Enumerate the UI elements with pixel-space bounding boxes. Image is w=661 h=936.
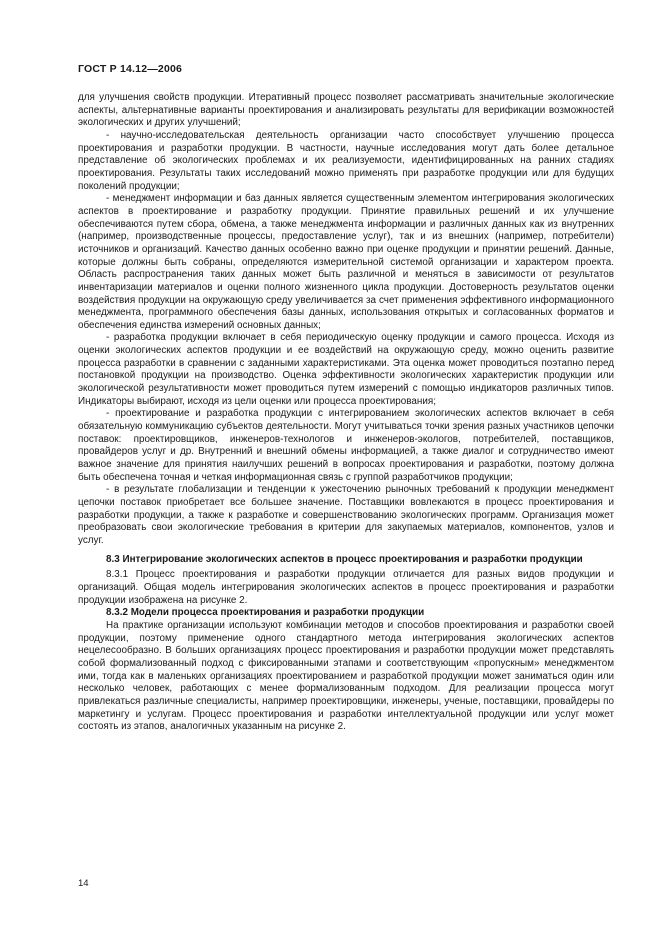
paragraph: 8.3.1 Процесс проектирования и разработки продукции отличается для разных видов продукции и организаций. Общая модель интегрирования экологических аспектов в процесс проектирования и разработки продукции изображена на рисунке 2.	[78, 569, 614, 606]
document-body	[78, 92, 614, 734]
subsection-heading: 8.3.2 Модели процесса проектирования и разработки продукции	[106, 607, 425, 619]
section-heading: 8.3 Интегрирование экологических аспектов в процесс проектирования и разработки продукции	[106, 553, 583, 565]
paragraph: На практике организации используют комбинации методов и способов проектирования и разработки своей продукции, поэтому применение одного стандартного метода интегрирования экологических аспектов нецелесообразно. В больших организациях процесс проектирования и разработки продукции может представлять собой формализованный подход с фиксированными этапами и соответствующим «пропускным» менеджментом ими, тогда как в маленьких организациях проектированием и разработкой продукции может заниматься один или несколько человек, работающих с менее формализованным подходом. Для реализации процесса могут привлекаться различные специалисты, например проектировщики, инженеры, ученые, поставщики, провайдеры по маркетингу и услугам. Процесс проектирования и разработки интеллектуальной продукции или услуг может состоять из этапов, аналогичных указанным на рисунке 2.	[78, 619, 614, 733]
paragraph: для улучшения свойств продукции. Итеративный процесс позволяет рассматривать значительные экологические аспекты, альтернативные варианты проектирования и анализировать результаты для верификации возможностей экологических и других улучшений;	[78, 92, 614, 129]
list-item: - менеджмент информации и баз данных является существенным элементом интегрирования экологических аспектов в проектирование и разработку продукции. Принятие правильных решений и их улучшение обеспечиваются путем сбора, обмена, а также менеджмента информации и различных данных как из внутренних (например, производственные процессы, предоставление услуг), так и из внешних (например, потребители) источников и организаций. Качество данных особенно важно при оценке продукции и принятии решений. Данные, которые должны быть собраны, определяются измерительной системой организации и характером проекта. Область распространения таких данных может быть различной и меняться в зависимости от результатов инвентаризации материалов и оценки полного жизненного цикла продукции. Достоверность результатов оценки воздействия продукции на окружающую среду увеличивается за счет применения эффективного информационного менеджмента, программного обеспечения базы данных, использования открытых и согласованных форматов и обеспечения единства измерений основных данных;	[78, 193, 614, 331]
page-number: 14	[78, 878, 89, 889]
list-item: - разработка продукции включает в себя периодическую оценку продукции и самого процесса. Исходя из оценки экологических аспектов продукции и ее воздействий на окружающую среду, можно оценить развитие процесса разработки в сравнении с заданными характеристиками. Эта оценка может проводиться поэтапно перед постановкой продукции на производство. Оценка эффективности экологических характеристик продукции или экологической результативности может проводиться путем измерений с помощью индикаторов различных типов. Индикаторы выбирают, исходя из цели оценки или процесса проектирования;	[78, 332, 614, 407]
document-header: ГОСТ Р 14.12—2006	[78, 63, 183, 75]
list-item: - проектирование и разработка продукции с интегрированием экологических аспектов включает в себя обязательную коммуникацию субъектов деятельности. Могут учитываться точки зрения разных участников цепочки поставок: проектировщиков, инженеров-технологов и инженеров-экологов, потребителей, поставщиков, провайдеров услуг и др. Внутренний и внешний обмены информацией, а также диалог и сотрудничество имеют важное значение для принятия наилучших решений в вопросах проектирования и разработки, поэтому должна быть обеспечена точная и четкая информационная связь с группой разработчиков продукции;	[78, 408, 614, 483]
list-item: - в результате глобализации и тенденции к ужесточению рыночных требований к продукции менеджмент цепочки поставок приобретает все большее значение. Поставщики вовлекаются в процесс проектирования и разработки продукции, а также к разработке и совершенствованию экологических программ. Организация может преобразовать свои экологические требования в критерии для закупаемых материалов, компонентов, узлов и услуг.	[78, 484, 614, 546]
list-item: - научно-исследовательская деятельность организации часто способствует улучшению процесса проектирования и разработки продукции. В частности, научные исследования могут дать более детальное представление об экологических проблемах и их реализуемости, идентифицированных на ранних стадиях проектирования. Результаты таких исследований можно применять при разработке продукции или для будущих поколений продукции;	[78, 129, 614, 192]
